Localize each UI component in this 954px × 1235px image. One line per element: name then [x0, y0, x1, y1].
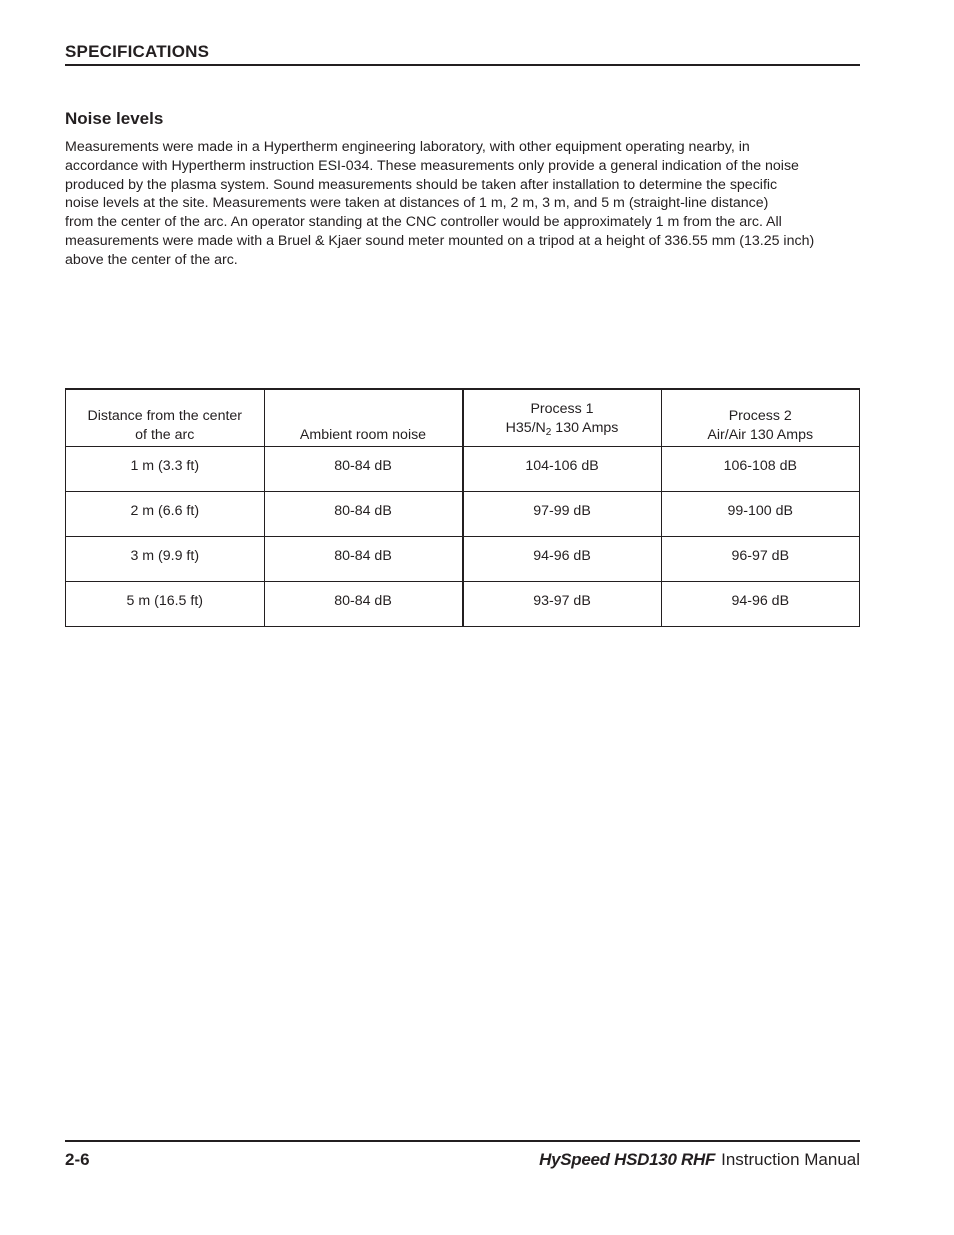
- ambient-cell: 80-84 dB: [264, 537, 463, 582]
- footer-divider: [65, 1140, 860, 1142]
- distance-cell: 5 m (16.5 ft): [66, 582, 265, 627]
- table-row: [66, 492, 860, 537]
- document-type: Instruction Manual: [721, 1150, 860, 1169]
- header-process-2: Process 2 Air/Air 130 Amps: [661, 389, 860, 447]
- noise-levels-paragraph: [65, 138, 865, 270]
- process-1-cell: 97-99 dB: [463, 492, 662, 537]
- header-ambient-room-noise: Ambient room noise: [264, 389, 463, 447]
- product-name: HySpeed HSD130 RHF: [539, 1150, 716, 1169]
- distance-cell: 2 m (6.6 ft): [66, 492, 265, 537]
- section-title: SPECIFICATIONS: [65, 42, 210, 61]
- process-1-cell: 104-106 dB: [463, 447, 662, 492]
- section-header: [65, 42, 860, 66]
- paragraph-line: measurements were made with a Bruel & Kjaer sound meter mounted on a tripod at a height of 336.55 mm (13.25 inch): [65, 232, 815, 249]
- table-header-row: [66, 389, 860, 447]
- page-number: 2-6: [65, 1150, 90, 1169]
- noise-levels-table: [65, 388, 860, 627]
- table-row: [66, 582, 860, 627]
- paragraph-line: noise levels at the site. Measurements were taken at distances of 1 m, 2 m, 3 m, and 5 m (straight-line distance): [65, 195, 769, 212]
- distance-cell: 3 m (9.9 ft): [66, 537, 265, 582]
- header-process-1: Process 1 $H35/N_2$ 130 Amps: [463, 389, 662, 447]
- paragraph-line: above the center of the arc.: [65, 251, 238, 268]
- process-2-cell: 99-100 dB: [661, 492, 860, 537]
- distance-cell: 1 m (3.3 ft): [66, 447, 265, 492]
- table-row: [66, 447, 860, 492]
- ambient-cell: 80-84 dB: [264, 492, 463, 537]
- paragraph-line: from the center of the arc. An operator standing at the CNC controller would be approximately 1 m from the arc. All: [65, 214, 782, 231]
- paragraph-line: produced by the plasma system. Sound measurements should be taken after installation to determine the specific: [65, 176, 778, 193]
- process-2-cell: 106-108 dB: [661, 447, 860, 492]
- table-row: [66, 537, 860, 582]
- manual-title: [539, 1149, 860, 1171]
- process-1-cell: 93-97 dB: [463, 582, 662, 627]
- ambient-cell: 80-84 dB: [264, 582, 463, 627]
- paragraph-line: accordance with Hypertherm instruction ESI-034. These measurements only provide a general indication of the noise: [65, 157, 799, 174]
- noise-levels-heading: Noise levels: [65, 109, 164, 128]
- process-2-cell: 96-97 dB: [661, 537, 860, 582]
- header-distance: Distance from the center of the arc: [66, 389, 265, 447]
- ambient-cell: 80-84 dB: [264, 447, 463, 492]
- process-2-cell: 94-96 dB: [661, 582, 860, 627]
- paragraph-line: Measurements were made in a Hypertherm engineering laboratory, with other equipment operating nearby, in: [65, 139, 750, 155]
- process-1-cell: 94-96 dB: [463, 537, 662, 582]
